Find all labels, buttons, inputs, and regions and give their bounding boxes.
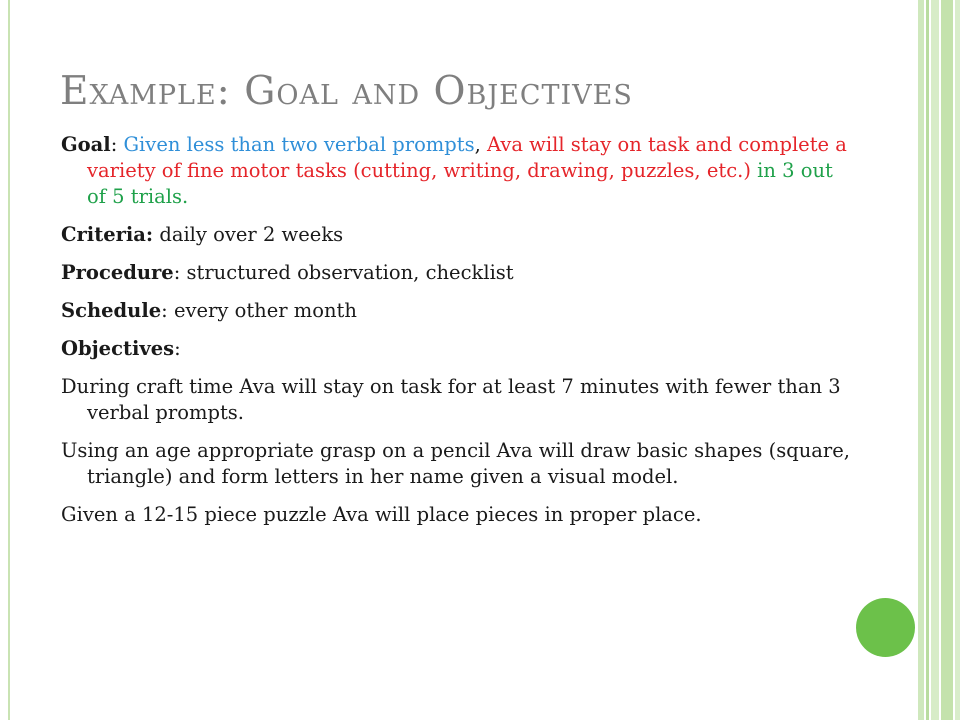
goal-separator: : bbox=[110, 133, 124, 156]
decorative-green-circle bbox=[856, 598, 915, 657]
objective-item: Given a 12-15 piece puzzle Ava will place pieces in proper place. bbox=[61, 503, 702, 526]
procedure-label: Procedure bbox=[61, 261, 174, 284]
criteria-paragraph bbox=[61, 222, 851, 248]
procedure-paragraph bbox=[61, 260, 851, 286]
slide-body bbox=[61, 132, 851, 540]
decorative-stripe bbox=[926, 0, 929, 720]
left-frame-line bbox=[8, 0, 10, 720]
goal-comma: , bbox=[474, 133, 488, 156]
objectives-label: Objectives bbox=[61, 337, 175, 360]
objective-item: Using an age appropriate grasp on a pencil Ava will draw basic shapes (square, triangle) and form letters in her name given a visual model. bbox=[61, 439, 850, 488]
goal-paragraph bbox=[61, 132, 851, 210]
decorative-stripe bbox=[918, 0, 924, 720]
schedule-value: : every other month bbox=[161, 299, 357, 322]
slide-title: Example: Goal and Objectives bbox=[60, 69, 633, 114]
schedule-label: Schedule bbox=[61, 299, 162, 322]
goal-label: Goal bbox=[61, 133, 111, 156]
schedule-paragraph bbox=[61, 298, 851, 324]
criteria-value: daily over 2 weeks bbox=[153, 223, 344, 246]
goal-criterion: in 3 out of 5 trials. bbox=[87, 159, 833, 208]
decorative-stripe bbox=[941, 0, 953, 720]
procedure-value: : structured observation, checklist bbox=[173, 261, 514, 284]
objective-item: During craft time Ava will stay on task for at least 7 minutes with fewer than 3 verbal prompts. bbox=[61, 375, 841, 424]
decorative-stripe bbox=[931, 0, 939, 720]
criteria-label: Criteria: bbox=[61, 223, 154, 246]
objectives-heading bbox=[61, 336, 851, 362]
decorative-stripe bbox=[955, 0, 960, 720]
objectives-colon: : bbox=[174, 337, 181, 360]
goal-behavior: Ava will stay on task and complete a variety of fine motor tasks (cutting, writing, drawing, puzzles, etc.) bbox=[87, 133, 847, 182]
goal-condition: Given less than two verbal prompts bbox=[123, 133, 475, 156]
